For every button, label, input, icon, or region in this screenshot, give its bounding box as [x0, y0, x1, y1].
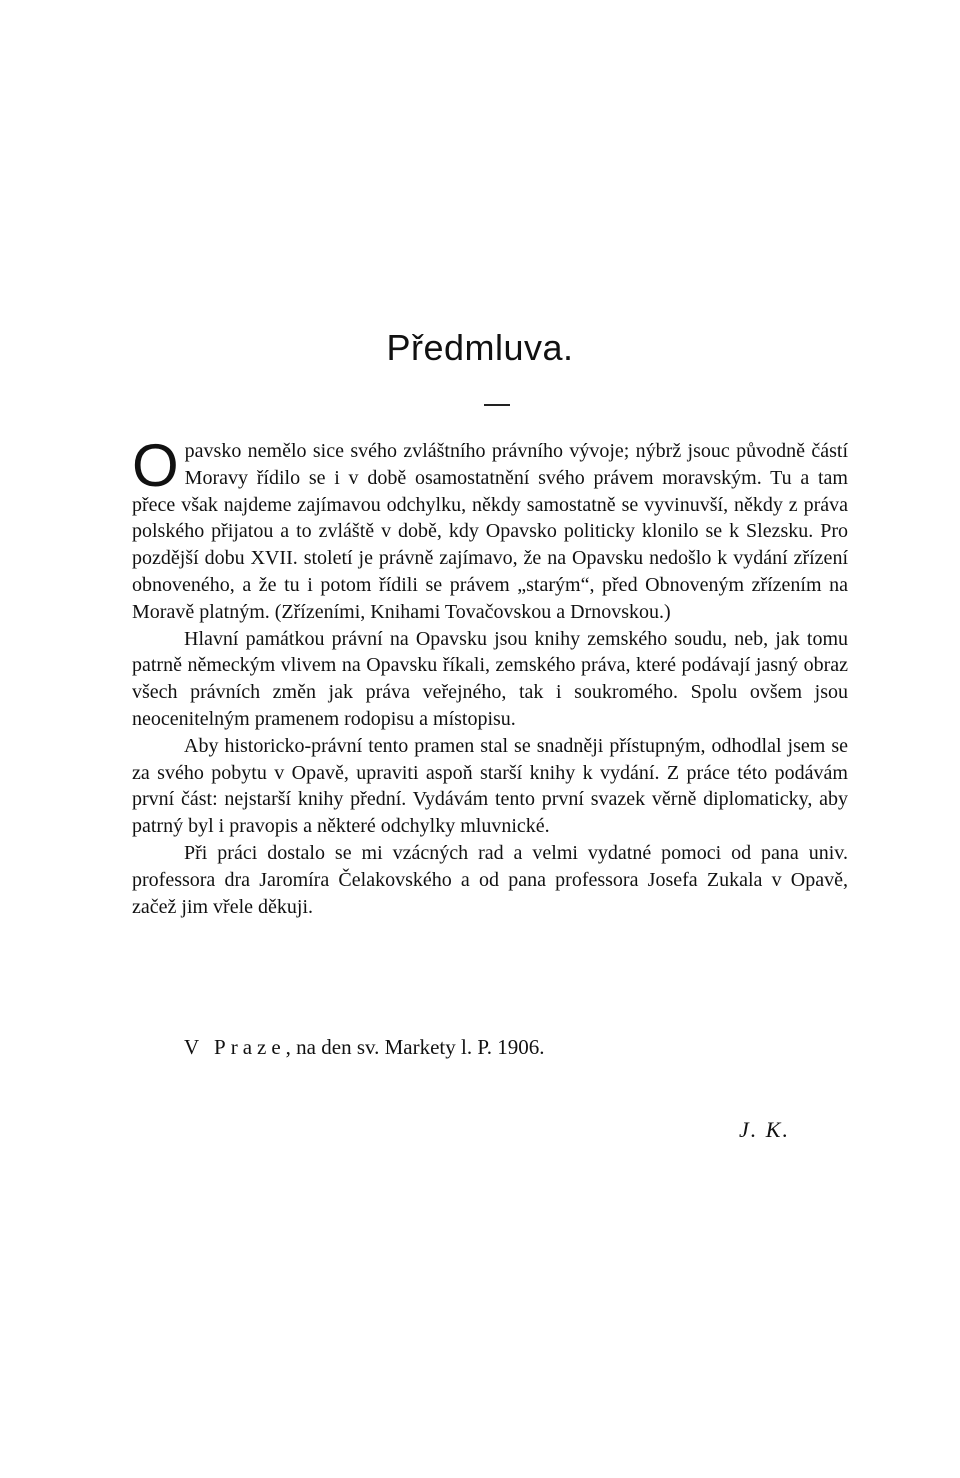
signature: J. K. — [739, 1117, 790, 1142]
title-divider — [484, 404, 510, 406]
paragraph-3: Aby historicko-právní tento pramen stal se snadněji přístupným, odhodlal jsem se za svého pobytu v Opavě, upraviti aspoň starší knihy k vydání. Z práce této podávám první část: nejstarší knihy přední. Vydávám tento první svazek věrně diplomaticky, aby patrný byl i pravopis a některé odchylky mluvnické. — [132, 734, 848, 838]
dateline — [184, 1033, 544, 1061]
paragraph-1: Opavsko nemělo sice svého zvláštního právního vývoje; nýbrž jsouc původně částí Moravy řídilo se i v době osamostatnění svého právem moravským. Tu a tam přece však najdeme zajímavou odchylku, někdy samostatně se vyvinuvší, někdy z práva polského přijatou a to zvláště v době, kdy Opavsko politicky klonilo se k Slezsku. Pro pozdější dobu XVII. století je právně zajímavo, že na Opavsku nedošlo k vydání zřízení obnoveného, a že tu i potom řídili se právem „starým“, před Obnoveným zřízením na Moravě platným. (Zřízeními, Knihami Tovačovskou a Drnovskou.) — [132, 432, 848, 623]
preface-body — [132, 432, 848, 920]
paragraph-2: Hlavní památkou právní na Opavsku jsou knihy zemského soudu, neb, jak tomu patrně německým vlivem na Opavsku říkali, zemského práva, které podávají jasný obraz všech právních změn jak práva veřejného, tak i soukromého. Spolu ovšem jsou neocenitelným pramenem rodopisu a místopisu. — [132, 627, 848, 730]
page-title: Předmluva. — [386, 327, 574, 368]
paragraph-4: Při práci dostalo se mi vzácných rad a velmi vydatné pomoci od pana univ. professora dra Jaromíra Čelakovského a od pana professora Josefa Zukala v Opavě, začež jim vřele děkuji. — [132, 841, 848, 918]
dateline-date: , na den sv. Markety l. P. 1906. — [285, 1035, 545, 1059]
dateline-place: V Praze — [184, 1035, 286, 1059]
